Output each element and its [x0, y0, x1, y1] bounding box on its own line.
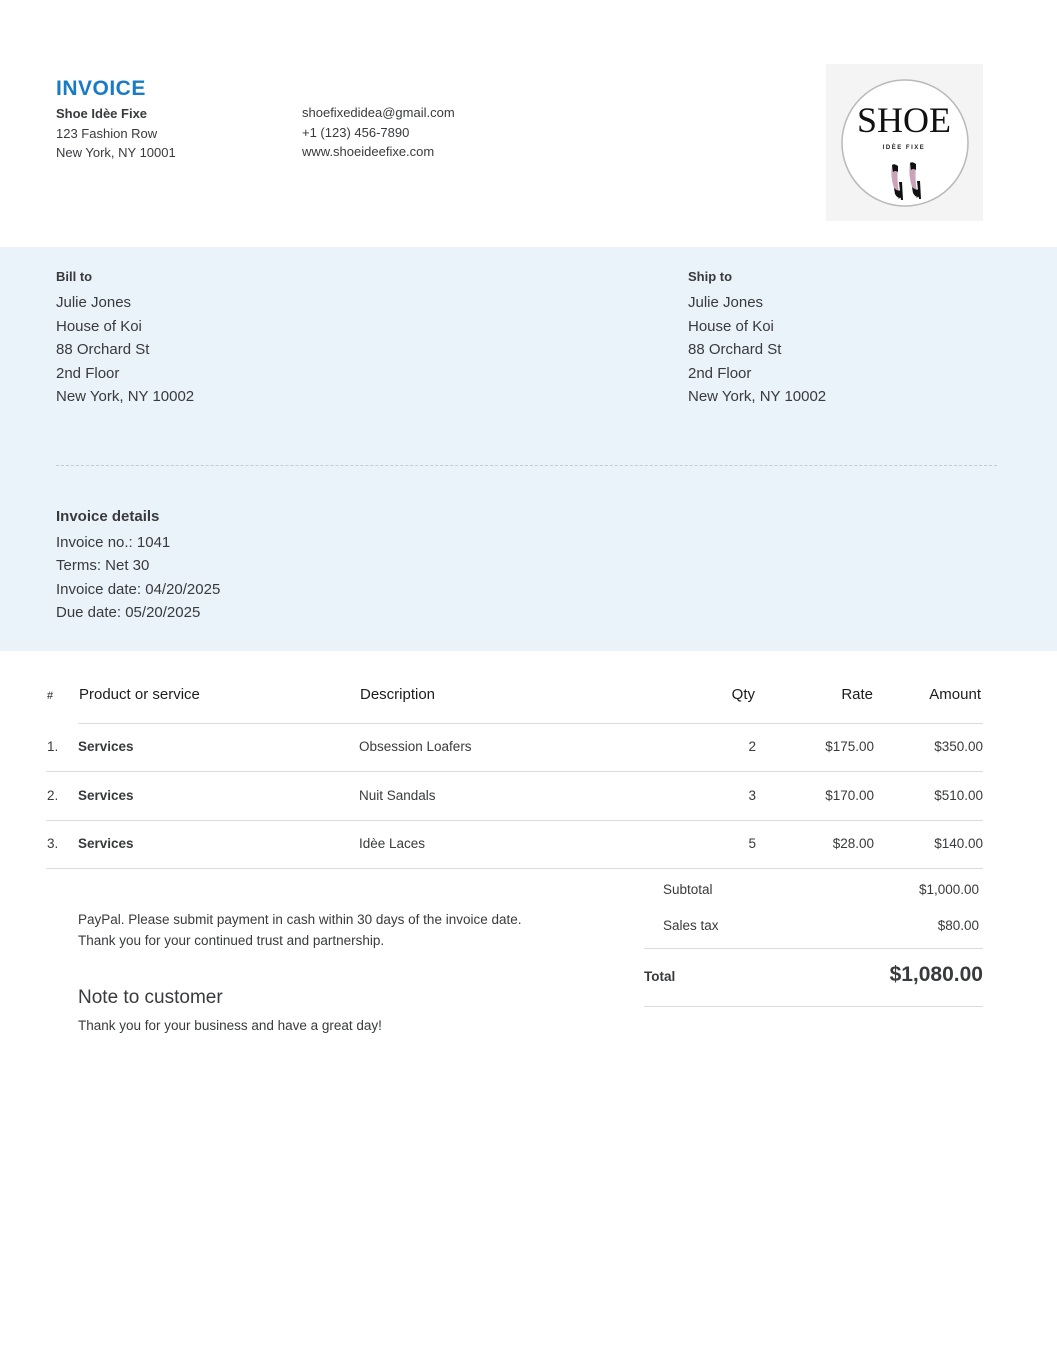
column-header-number: #: [47, 690, 54, 702]
bill-to-line: 88 Orchard St: [56, 341, 150, 358]
sales-tax-line: [663, 918, 979, 933]
bill-to-line: Julie Jones: [56, 294, 132, 311]
total-value: $1,080.00: [889, 963, 983, 986]
summary-rule: [644, 948, 983, 949]
bill-to-line: House of Koi: [56, 317, 142, 335]
ship-to-block: [688, 269, 826, 409]
row-qty: 2: [748, 739, 756, 754]
row-description: Obsession Loafers: [359, 739, 472, 754]
row-number: 2.: [47, 788, 59, 803]
table-row: [46, 724, 983, 772]
row-number: 3.: [47, 836, 59, 851]
column-header-qty: Qty: [731, 686, 755, 703]
company-address-line2: New York, NY 10001: [56, 145, 176, 160]
subtotal-value: $1,000.00: [918, 882, 979, 897]
company-name: Shoe Idèe Fixe: [56, 106, 148, 121]
row-product: Services: [78, 788, 134, 803]
company-info: [56, 104, 176, 163]
company-website: www.shoeideefixe.com: [302, 144, 435, 159]
company-email: shoefixedidea@gmail.com: [302, 105, 455, 120]
row-description: Idèe Laces: [359, 836, 426, 851]
column-header-description: Description: [360, 686, 436, 703]
note-text: Thank you for your business and have a great day!: [78, 1018, 382, 1033]
row-product: Services: [78, 836, 134, 851]
bill-to-label: Bill to: [56, 269, 93, 284]
sales-tax-value: $80.00: [937, 918, 979, 933]
column-header-rate: Rate: [841, 686, 873, 703]
payment-message: PayPal. Please submit payment in cash within 30 days of the invoice date. Thank you for your continued trust and partnership.: [78, 912, 522, 948]
invoice-details-label: Invoice details: [56, 508, 160, 525]
ship-to-label: Ship to: [688, 269, 733, 284]
invoice-number: Invoice no.: 1041: [56, 533, 171, 551]
invoice-date: Invoice date: 04/20/2025: [56, 580, 221, 598]
column-header-product: Product or service: [79, 686, 200, 703]
row-description: Nuit Sandals: [359, 788, 436, 803]
subtotal-line: [663, 882, 979, 897]
invoice-title: INVOICE: [56, 77, 146, 100]
column-header-amount: Amount: [929, 686, 981, 703]
row-amount: $140.00: [934, 836, 983, 851]
note-title: Note to customer: [78, 987, 223, 1008]
ship-to-line: 88 Orchard St: [688, 341, 782, 358]
table-row: [46, 773, 983, 821]
row-amount: $350.00: [934, 739, 983, 754]
row-qty: 5: [748, 836, 756, 851]
row-qty: 3: [748, 788, 756, 803]
row-rate: $175.00: [825, 739, 874, 754]
row-amount: $510.00: [934, 788, 983, 803]
bill-to-line: New York, NY 10002: [56, 388, 195, 405]
ship-to-line: House of Koi: [688, 317, 774, 335]
logo-wordmark: SHOE: [856, 100, 952, 140]
bill-to-line: 2nd Floor: [56, 364, 120, 382]
company-address-line1: 123 Fashion Row: [56, 125, 158, 141]
subtotal-label: Subtotal: [663, 882, 713, 897]
summary-bottom-rule: [644, 1006, 983, 1007]
logo-circle: [842, 80, 968, 206]
ship-to-line: Julie Jones: [688, 294, 764, 311]
bill-to-block: [56, 269, 194, 409]
logo-tagline: IDÈE FIXE: [882, 145, 926, 151]
row-product: Services: [78, 739, 134, 754]
address-band: [0, 247, 1057, 651]
invoice-terms: Terms: Net 30: [56, 557, 150, 574]
ship-to-line: 2nd Floor: [688, 364, 752, 382]
ship-to-line: New York, NY 10002: [688, 388, 827, 405]
row-number: 1.: [47, 739, 59, 754]
company-logo: [826, 64, 983, 221]
table-row: [46, 821, 983, 869]
company-phone: +1 (123) 456-7890: [302, 124, 410, 140]
invoice-header: [0, 0, 1057, 247]
invoice-details-block: [56, 505, 220, 625]
sales-tax-label: Sales tax: [663, 918, 719, 933]
row-rate: $28.00: [832, 836, 874, 851]
dashed-divider: [56, 465, 997, 466]
total-label: Total: [644, 969, 676, 984]
row-rate: $170.00: [825, 788, 874, 803]
invoice-due-date: Due date: 05/20/2025: [56, 604, 201, 621]
company-contact: [302, 103, 455, 162]
